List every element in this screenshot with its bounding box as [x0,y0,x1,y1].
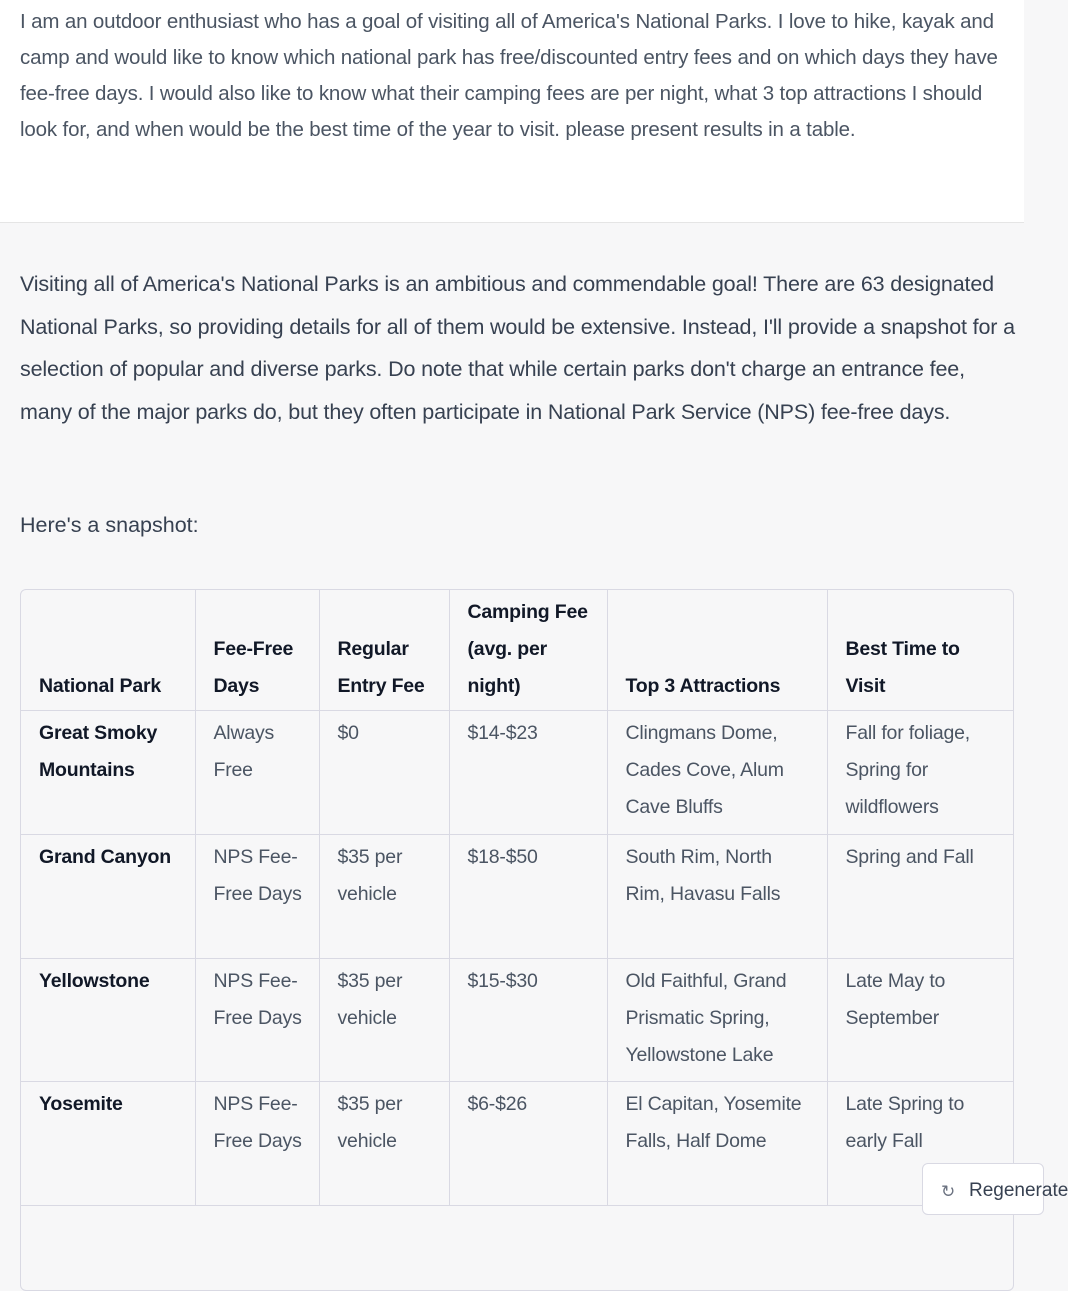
table-cell: NPS Fee-Free Days [195,835,319,959]
regenerate-button[interactable] [922,1163,1068,1215]
table-cell: $0 [319,711,449,835]
parks-table-container [20,589,1014,1291]
table-cell: $14-$23 [449,711,607,835]
table-cell: Spring and Fall [827,835,1013,959]
table-cell: NPS Fee-Free Days [195,1082,319,1206]
table-cell: $35 per vehicle [319,835,449,959]
table-cell: Yosemite [21,1082,195,1206]
table-cell: $18-$50 [449,835,607,959]
regenerate-button-label: Regenerate [969,1180,1068,1201]
table-row [21,959,1013,1082]
table-header-cell: Regular Entry Fee [319,590,449,711]
snapshot-label: Here's a snapshot: [20,513,199,537]
table-row [21,1082,1013,1206]
table-cell: Late Spring to early Fall [827,1082,1013,1206]
assistant-intro-paragraph: Visiting all of America's National Parks is an ambitious and commendable goal! There are 63 designated National Parks, so providing details for all of them would be extensive. Instead, I'll provide a snapshot for a selection of popular and diverse parks. Do note that while certain parks don't charge an entrance fee, many of the major parks do, but they often participate in National Park Service (NPS) fee-free days. [20,272,1015,424]
table-cell: $35 per vehicle [319,959,449,1082]
table-cell: Clingmans Dome, Cades Cove, Alum Cave Bluffs [607,711,827,835]
table-header-row [21,590,1013,711]
table-cell: South Rim, North Rim, Havasu Falls [607,835,827,959]
table-cell: Always Free [195,711,319,835]
table-cell: $35 per vehicle [319,1082,449,1206]
table-cell: $6-$26 [449,1082,607,1206]
user-message [0,0,1024,223]
table-cell: Yellowstone [21,959,195,1082]
parks-table [21,590,1013,1206]
table-header-cell: Top 3 Attractions [607,590,827,711]
table-cell: Old Faithful, Grand Prismatic Spring, Yellowstone Lake [607,959,827,1082]
table-cell: Grand Canyon [21,835,195,959]
table-cell: Fall for foliage, Spring for wildflowers [827,711,1013,835]
table-row [21,835,1013,959]
table-header-cell: Camping Fee (avg. per night) [449,590,607,711]
table-header-cell: Best Time to Visit [827,590,1013,711]
table-header-cell: National Park [21,590,195,711]
table-row [21,711,1013,835]
table-cell: NPS Fee-Free Days [195,959,319,1082]
refresh-icon: ↻ [941,1182,956,1201]
table-cell: $15-$30 [449,959,607,1082]
table-cell: Late May to September [827,959,1013,1082]
assistant-message [0,223,1024,1200]
user-message-text: I am an outdoor enthusiast who has a goal of visiting all of America's National Parks. I love to hike, kayak and camp and would like to know which national park has free/discounted entry fees and on which days they have fee-free days. I would also like to know what their camping fees are per night, what 3 top attractions I should look for, and when would be the best time of the year to visit. please present results in a table. [20,10,998,141]
table-cell: El Capitan, Yosemite Falls, Half Dome [607,1082,827,1206]
table-cell: Great Smoky Mountains [21,711,195,835]
table-header-cell: Fee-Free Days [195,590,319,711]
